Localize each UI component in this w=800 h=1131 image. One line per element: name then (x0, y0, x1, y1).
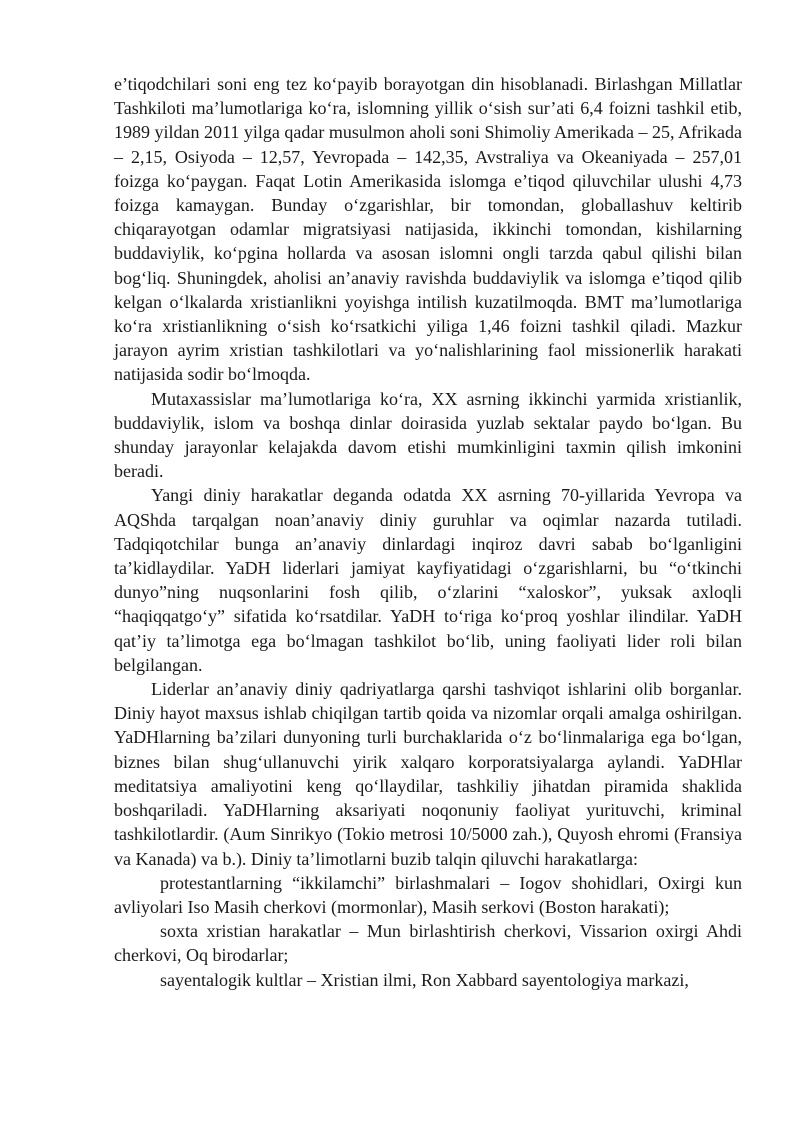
paragraph-leaders: Liderlar an’anaviy diniy qadriyatlarga qarshi tashviqot ishlarini olib borganlar. Diniy hayot maxsus ishlab chiqilgan tartib qoida va nizomlar orqali amalga oshirilgan. YaDHlarning ba’zilari dunyoning turli burchaklarida o‘z bo‘linmalariga ega bo‘lgan, biznes bilan shug‘ullanuvchi yirik xalqaro korporatsiyalarga aylandi. YaDHlar meditatsiya amaliyotini keng qo‘llaydilar, tashkiliy jihatdan piramida shaklida boshqariladi. YaDHlarning aksariyati noqonuniy faoliyat yurituvchi, kriminal tashkilotlardir. (Aum Sinrikyo (Tokio metrosi 10/5000 zah.), Quyosh ehromi (Fransiya va Kanada) va b.). Diniy ta’limotlarni buzib talqin qiluvchi harakatlarga: (114, 679, 742, 869)
paragraph-sects: Mutaxassislar ma’lumotlariga ko‘ra, XX asrning ikkinchi yarmida xristianlik, buddaviylik, islom va boshqa dinlar doirasida yuzlab sektalar paydo bo‘lgan. Bu shunday jarayonlar kelajakda davom etishi mumkinligini taxmin qilish imkonini beradi. (114, 388, 742, 482)
paragraph-new-religious-movements: Yangi diniy harakatlar deganda odatda XX asrning 70-yillarida Yevropa va AQShda tarqalgan noan’anaviy diniy guruhlar va oqimlar nazarda tutiladi. Tadqiqotchilar bunga an’anaviy dinlardagi inqiroz davri sabab bo‘lganligini ta’kidlaydilar. YaDH liderlari jamiyat kayfiyatidagi o‘zgarishlarni, bu “o‘tkinchi dunyo”ning nuqsonlarini fosh qilib, o‘zlarini “xaloskor”, yuksak axloqli “haqiqqatgo‘y” sifatida ko‘rsatdilar. YaDH to‘riga ko‘proq yoshlar ilindilar. YaDH qat’iy ta’limotga ega bo‘lmagan tashkilot bo‘lib, uning faoliyati lider roli bilan belgilangan. (114, 485, 742, 675)
list-item-protestant: protestantlarning “ikkilamchi” birlashmalari – Iogov shohidlari, Oxirgi kun avliyolari Iso Masih cherkovi (mormonlar), Masih serkovi (Boston harakati); (114, 872, 742, 917)
list-item-scientology: sayentalogik kultlar – Xristian ilmi, Ron Xabbard sayentologiya markazi, (160, 969, 689, 990)
list-item-pseudo-christian: soxta xristian harakatlar – Mun birlashtirish cherkovi, Vissarion oxirgi Ahdi cherkovi, Oq birodarlar; (114, 921, 742, 966)
document-page (114, 72, 742, 992)
paragraph-islam-growth: e’tiqodchilari soni eng tez ko‘payib borayotgan din hisoblanadi. Birlashgan Millatlar Tashkiloti ma’lumotlariga ko‘ra, islomning yillik o‘sish sur’ati 6,4 foizni tashkil etib, 1989 yildan 2011 yilga qadar musulmon aholi soni Shimoliy Amerikada – 25, Afrikada – 2,15, Osiyoda – 12,57, Yevropada – 142,35, Avstraliya va Okeaniyada – 257,01 foizga ko‘paygan. Faqat Lotin Amerikasida islomga e’tiqod qiluvchilar ulushi 4,73 foizga kamaygan. Bunday o‘zgarishlar, bir tomondan, globallashuv keltirib chiqarayotgan odamlar migratsiyasi natijasida, ikkinchi tomondan, kishilarning buddaviylik, ko‘pgina hollarda va asosan islomni ongli tarzda qabul qilishi bilan bog‘liq. Shuningdek, aholisi an’anaviy ravishda buddaviylik va islomga e’tiqod qilib kelgan o‘lkalarda xristianlikni yoyishga intilish kuzatilmoqda. BMT ma’lumotlariga ko‘ra xristianlikning o‘sish ko‘rsatkichi yiliga 1,46 foizni tashkil qiladi. Mazkur jarayon ayrim xristian tashkilotlari va yo‘nalishlarining faol missionerlik harakati natijasida sodir bo‘lmoqda. (114, 74, 742, 385)
